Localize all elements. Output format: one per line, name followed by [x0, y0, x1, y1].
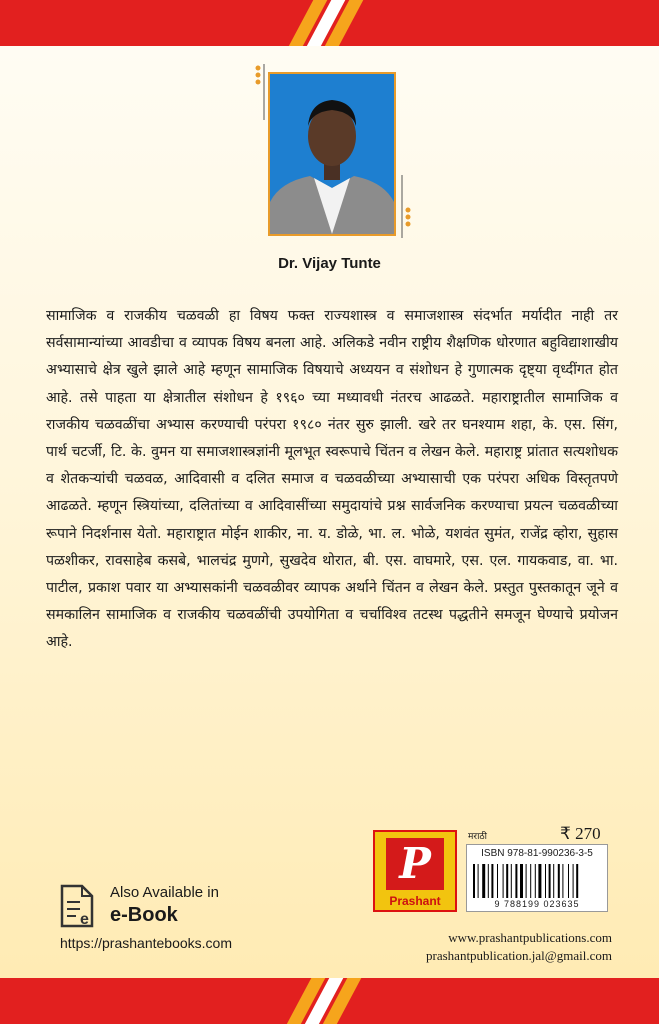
price-label: ₹ 270 [560, 824, 601, 843]
ebook-available-label: Also Available in [110, 884, 219, 901]
barcode [466, 844, 608, 912]
ebook-icon [58, 884, 94, 928]
bottom-band [0, 978, 659, 1024]
isbn-label: ISBN 978-81-990236-3-5 [481, 848, 593, 859]
publisher-email[interactable]: prashantpublication.jal@gmail.com [426, 948, 612, 963]
person-image [270, 74, 394, 234]
publisher-logo [373, 830, 457, 912]
barcode-number: 9 788199 023635 [494, 899, 580, 909]
language-label: मराठी [468, 832, 487, 842]
logo-letter: P [386, 838, 444, 890]
author-name: Dr. Vijay Tunte [278, 255, 381, 272]
ebook-link[interactable]: https://prashantebooks.com [60, 935, 232, 951]
ebook-label: e-Book [110, 904, 178, 926]
publisher-website[interactable]: www.prashantpublications.com [448, 930, 612, 945]
barcode-bars [473, 864, 601, 898]
logo-name: Prashant [389, 894, 441, 908]
author-photo [268, 72, 396, 236]
back-cover-blurb: सामाजिक व राजकीय चळवळी हा विषय फक्त राज्यशास्त्र व समाजशास्त्र संदर्भात मर्यादीत नाही तर सर्वसामान्यांच्या आवडीचा व व्यापक विषय बनला आहे. अलिकडे नवीन राष्ट्रीय शैक्षणिक धोरणात बहुविद्याशाखीय अभ्यासाचे क्षेत्र खुले झाले आहे म्हणून सामाजिक विषयाचे अध्ययन व संशोधन हे गुणात्मक दृष्ट्या वृध्दींगत होत आहे. तसे पाहता या क्षेत्रातील संशोधन हे १९६० च्या मध्यावधी नंतरच आढळते. महाराष्ट्रातील सामाजिक व राजकीय चळवळींचा अभ्यास करण्याची परंपरा १९८० नंतर सुरु झाली. खरे तर घनश्याम शहा, के. एस. सिंग, पार्थ चटर्जी, टि. के. वुमन या समाजशास्त्रज्ञांनी मूलभूत स्वरूपाचे चिंतन व लेखन केले. महाराष्ट्र प्रांतात सत्यशोधक व शेतकऱ्यांची चळवळ, आदिवासी व दलित समाज व चळवळीच्या अभ्यासाची एक परंपरा अधिक विस्तृतपणे आढळते. म्हणून स्त्रियांच्या, दलितांच्या व आदिवासींच्या समुदायांचे प्रश्न सार्वजनिक करण्याचा प्रयत्न चळवळीच्या रूपाने निदर्शनास येतो. महाराष्ट्रात मोईन शाकीर, ना. य. डोळे, भा. ल. भोळे, यशवंत सुमंत, राजेंद्र व्होरा, सुहास पळशीकर, रावसाहेब कसबे, भालचंद्र मुणगे, सुखदेव थोरात, बी. एस. वाघमारे, एस. एल. गायकवाड, वा. भा. पाटील, प्रकाश पवार या अभ्यासकांनी चळवळीवर व्यापक अर्थाने चिंतन व लेखन केले. प्रस्तुत पुस्तकातून जूने व समकालिन सामाजिक व राजकीय चळवळींची उपयोगिता व चर्चाविश्व तटस्थ पद्धतीने समजून घेण्याचे प्रयोजन आहे. [46, 308, 618, 651]
svg-text:e: e [80, 911, 89, 928]
top-band [0, 0, 659, 46]
